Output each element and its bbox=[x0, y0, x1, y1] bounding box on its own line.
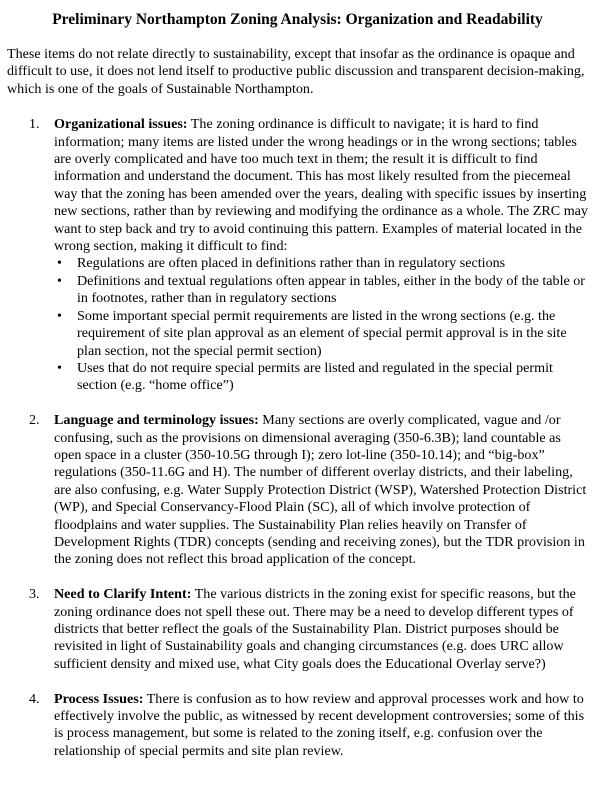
intro-paragraph: These items do not relate directly to sustainability, except that insofar as the ordinance is opaque and difficult to use, it does not lend itself to productive public discussion and transparent decision-making, which is one of the goals of Sustainable Northampton. bbox=[7, 46, 585, 97]
bullet-item bbox=[54, 308, 588, 360]
bullet-list bbox=[54, 255, 588, 394]
document-title: Preliminary Northampton Zoning Analysis: Organization and Readability bbox=[52, 11, 543, 28]
bullet-text: Regulations are often placed in definitions rather than in regulatory sections bbox=[77, 255, 506, 272]
issue-number: 3. bbox=[29, 586, 40, 603]
issue-number: 1. bbox=[29, 116, 40, 133]
bullet-text: Definitions and textual regulations often appear in tables, either in the body of the table or in footnotes, rather than in regulatory sections bbox=[77, 272, 586, 307]
issue-body: The zoning ordinance is difficult to navigate; it is hard to find information; many items are listed under the wrong headings or in the wrong sections; tables are overly complicated and have too much text in them; the result it is difficult to find information and understand the document. This has most likely resulted from the piecemeal way that the zoning has been amended over the years, dealing with specific issues by inserting new sections, rather than by reviewing and modifying the ordinance as a whole. The ZRC may want to step back and try to avoid continuing this pattern. Examples of material located in the wrong section, making it difficult to find: bbox=[54, 116, 588, 255]
issue-item-organizational bbox=[7, 116, 588, 395]
issue-heading: Language and terminology issues: bbox=[54, 412, 259, 429]
bullet-icon: • bbox=[57, 359, 62, 376]
issue-body: Many sections are overly complicated, vague and /or confusing, such as the provisions on dimensional averaging (350-6.3B); land countable as open space in a cluster (350-10.5G through I); zero lot-line (350-10.14); and “big-box” regulations (350-11.6G and H). The number of different overlay districts, and their labeling, are also confusing, e.g. Water Supply Protection District (WSP), Watershed Protection District (WP), and Special Conservancy-Flood Plain (SC), all of which involve protection of floodplains and water supplies. The Sustainability Plan relies heavily on Transfer of Development Rights (TDR) concepts (sending and receiving zones), but the TDR provision in the zoning does not reflect this broad application of the concept. bbox=[54, 412, 587, 568]
issue-heading: Need to Clarify Intent: bbox=[54, 586, 192, 603]
bullet-item bbox=[54, 273, 588, 308]
issue-item-process bbox=[7, 691, 588, 761]
issue-number: 4. bbox=[29, 690, 40, 707]
issue-heading: Process Issues: bbox=[54, 690, 144, 707]
bullet-text: Uses that do not require special permits are listed and regulated in the special permit section (e.g. “home office”) bbox=[77, 359, 553, 394]
issue-item-language bbox=[7, 412, 588, 569]
bullet-text: Some important special permit requirements are listed in the wrong sections (e.g. the requirement of site plan approval as an element of special permit approval is in the site plan section, not the special permit section) bbox=[77, 307, 567, 359]
issue-item-intent bbox=[7, 586, 588, 673]
issue-number: 2. bbox=[29, 412, 40, 429]
bullet-icon: • bbox=[57, 307, 62, 324]
issue-heading: Organizational issues: bbox=[54, 116, 188, 133]
bullet-icon: • bbox=[57, 272, 62, 289]
bullet-item bbox=[54, 360, 588, 395]
issue-list bbox=[7, 116, 588, 760]
issue-body: There is confusion as to how review and approval processes work and how to effectively involve the public, as witnessed by recent development controversies; some of this is process management, but some is related to the zoning itself, e.g. confusion over the relationship of special permits and site plan review. bbox=[54, 690, 585, 759]
bullet-item bbox=[54, 255, 588, 272]
issue-body: The various districts in the zoning exist for specific reasons, but the zoning ordinance does not spell these out. There may be a need to develop different types of districts that better reflect the goals of the Sustainability Plan. District purposes should be revisited in light of Sustainability goals and changing circumstances (e.g. does URC allow sufficient density and mixed use, what City goals does the Educational Overlay serve?) bbox=[54, 586, 576, 672]
bullet-icon: • bbox=[57, 255, 62, 272]
